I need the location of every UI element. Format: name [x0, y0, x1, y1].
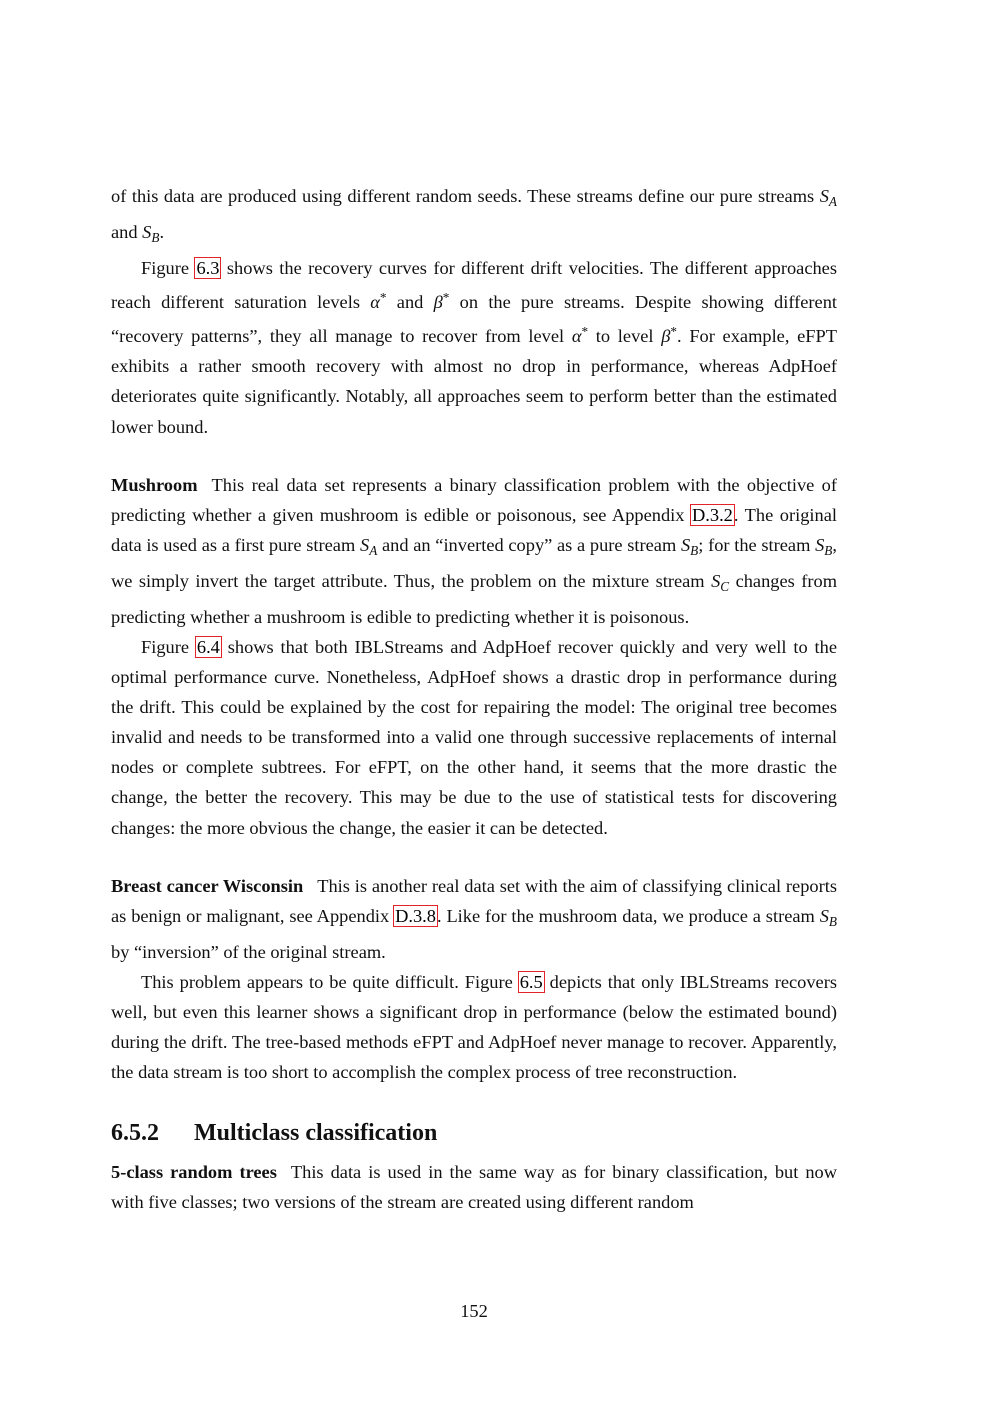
- paragraph-figure-6-5: This problem appears to be quite difficult. Figure 6.5 depicts that only IBLStreams recovers well, but even this learner shows a significant drop in performance (below the estimated bound) during the drift. The tree-based methods eFPT and AdpHoef never manage to recover. Apparently, the data stream is too short to accomplish the complex process of tree reconstruction.: [111, 971, 837, 1083]
- appendix-ref-d-3-8[interactable]: D.3.8: [395, 905, 436, 926]
- text-column: [111, 181, 837, 1217]
- run-in-heading-mushroom: Mushroom: [111, 474, 198, 495]
- section-number: 6.5.2: [111, 1120, 159, 1147]
- paragraph-5-class: 5-class random trees This data is used in the same way as for binary classification, but now with five classes; two versions of the stream are created using different random: [111, 1162, 838, 1213]
- page-number: 152: [460, 1301, 488, 1321]
- run-in-heading-breast-cancer: Breast cancer Wisconsin: [111, 875, 304, 896]
- figure-ref-6-5[interactable]: 6.5: [519, 971, 543, 992]
- paragraph-breast-cancer: Breast cancer Wisconsin This is another real data set with the aim of classifying clinical reports as benign or malignant, see Appendix D.3.8. Like for the mushroom data, we produce a stream $S_B$ by “inversion” of the original stream.: [111, 875, 837, 962]
- paragraph-figure-6-3: Figure 6.3 shows the recovery curves for different drift velocities. The different approaches reach different saturation levels α* and β* on the pure streams. Despite showing different “recovery patterns”, they all manage to recover from level α* to level β*. For example, eFPT exhibits a rather smooth recovery with almost no drop in performance, whereas AdpHoef deteriorates quite significantly. Notably, all approaches seem to perform better than the estimated lower bound.: [111, 258, 838, 437]
- figure-ref-6-3[interactable]: 6.3: [196, 258, 220, 279]
- section-title: Multiclass classification: [194, 1120, 438, 1147]
- paragraph-figure-6-4: Figure 6.4 shows that both IBLStreams and AdpHoef recover quickly and very well to the optimal performance curve. Nonetheless, AdpHoef shows a drastic drop in performance during the drift. This could be explained by the cost for repairing the model: The original tree becomes invalid and needs to be transformed into a valid one through successive replacements of internal nodes or complete subtrees. For eFPT, on the other hand, it seems that the more drastic the change, the better the recovery. This may be due to the use of statistical tests for discovering changes: the more obvious the change, the easier it can be detected.: [111, 637, 837, 838]
- section-heading: [111, 1117, 837, 1149]
- paragraph-intro: of this data are produced using different random seeds. These streams define our pure streams $S_A$ and $S_B$.: [111, 186, 837, 246]
- appendix-ref-d-3-2[interactable]: D.3.2: [692, 504, 733, 525]
- run-in-heading-5-class: 5-class random trees: [111, 1162, 277, 1183]
- figure-ref-6-4[interactable]: 6.4: [196, 637, 220, 657]
- paragraph-mushroom: Mushroom This real data set represents a binary classification problem with the objective of predicting whether a given mushroom is edible or poisonous, see Appendix D.3.2. The original data is used as a first pure stream $S_A$ and an “inverted copy” as a pure stream $S_B$; for the stream $S_B$, we simply invert the target attribute. Thus, the problem on the mixture stream $S_C$ changes from predicting whether a mushroom is edible to predicting whether it is poisonous.: [111, 474, 837, 627]
